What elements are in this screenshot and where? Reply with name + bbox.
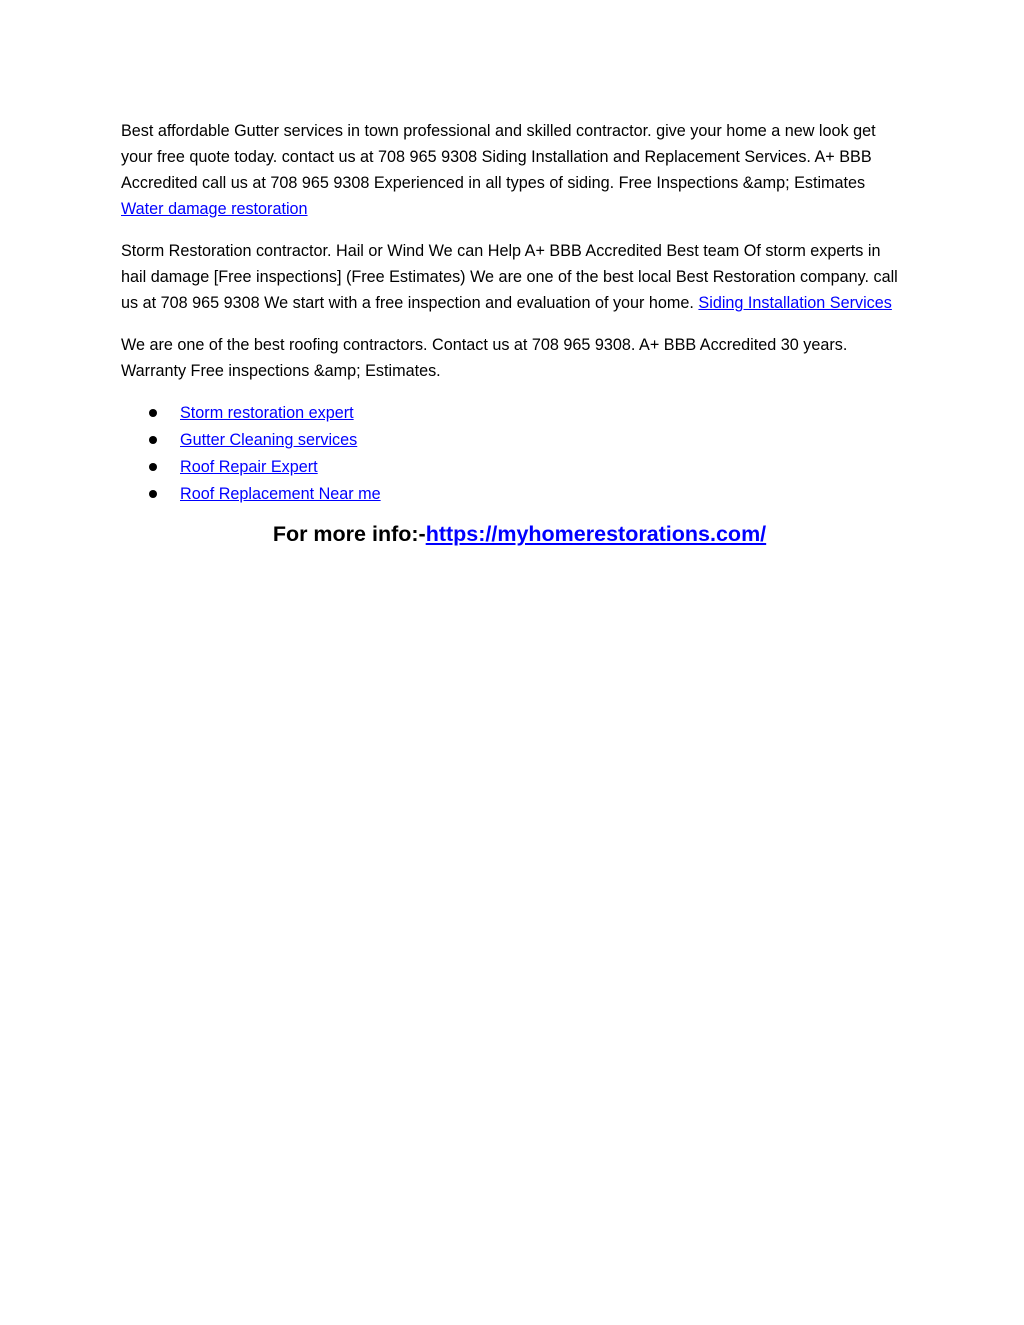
paragraph-text: We are one of the best roofing contractors. Contact us at 708 965 9308. A+ BBB Accredited 30 years. Warranty Free inspections &amp; Estimates. [121,336,848,380]
paragraph-gutter-services [121,118,906,222]
roof-repair-expert-link[interactable]: Roof Repair Expert [180,458,318,476]
document-page [121,118,906,549]
list-item [180,481,906,508]
siding-installation-services-link[interactable]: Siding Installation Services [698,294,892,312]
paragraph-text: Storm Restoration contractor. Hail or Wind We can Help A+ BBB Accredited Best team Of storm experts in hail damage [Free inspections] (Free Estimates) We are one of the best local Best Restoration company. call us at 708 965 9308 We start with a free inspection and evaluation of your home. [121,242,898,312]
website-link[interactable]: https://myhomerestorations.com/ [425,522,767,546]
bullet-icon [149,409,157,417]
list-item [180,427,906,454]
paragraph-storm-restoration [121,238,906,316]
list-item [180,454,906,481]
bullet-icon [149,490,157,498]
bullet-icon [149,463,157,471]
roof-replacement-near-me-link[interactable]: Roof Replacement Near me [180,485,381,503]
water-damage-restoration-link[interactable]: Water damage restoration [121,200,308,218]
storm-restoration-expert-link[interactable]: Storm restoration expert [180,404,354,422]
more-info-label: For more info:- [272,522,426,546]
paragraph-roofing-contractors [121,332,906,384]
more-info-line [121,519,906,549]
gutter-cleaning-services-link[interactable]: Gutter Cleaning services [180,431,358,449]
services-bullet-list [121,400,906,508]
paragraph-text: Best affordable Gutter services in town professional and skilled contractor. give your home a new look get your free quote today. contact us at 708 965 9308 Siding Installation and Replacement Services. A+ BBB Accredited call us at 708 965 9308 Experienced in all types of siding. Free Inspections &amp; Estimates [121,122,881,192]
bullet-icon [149,436,157,444]
list-item [180,400,906,427]
